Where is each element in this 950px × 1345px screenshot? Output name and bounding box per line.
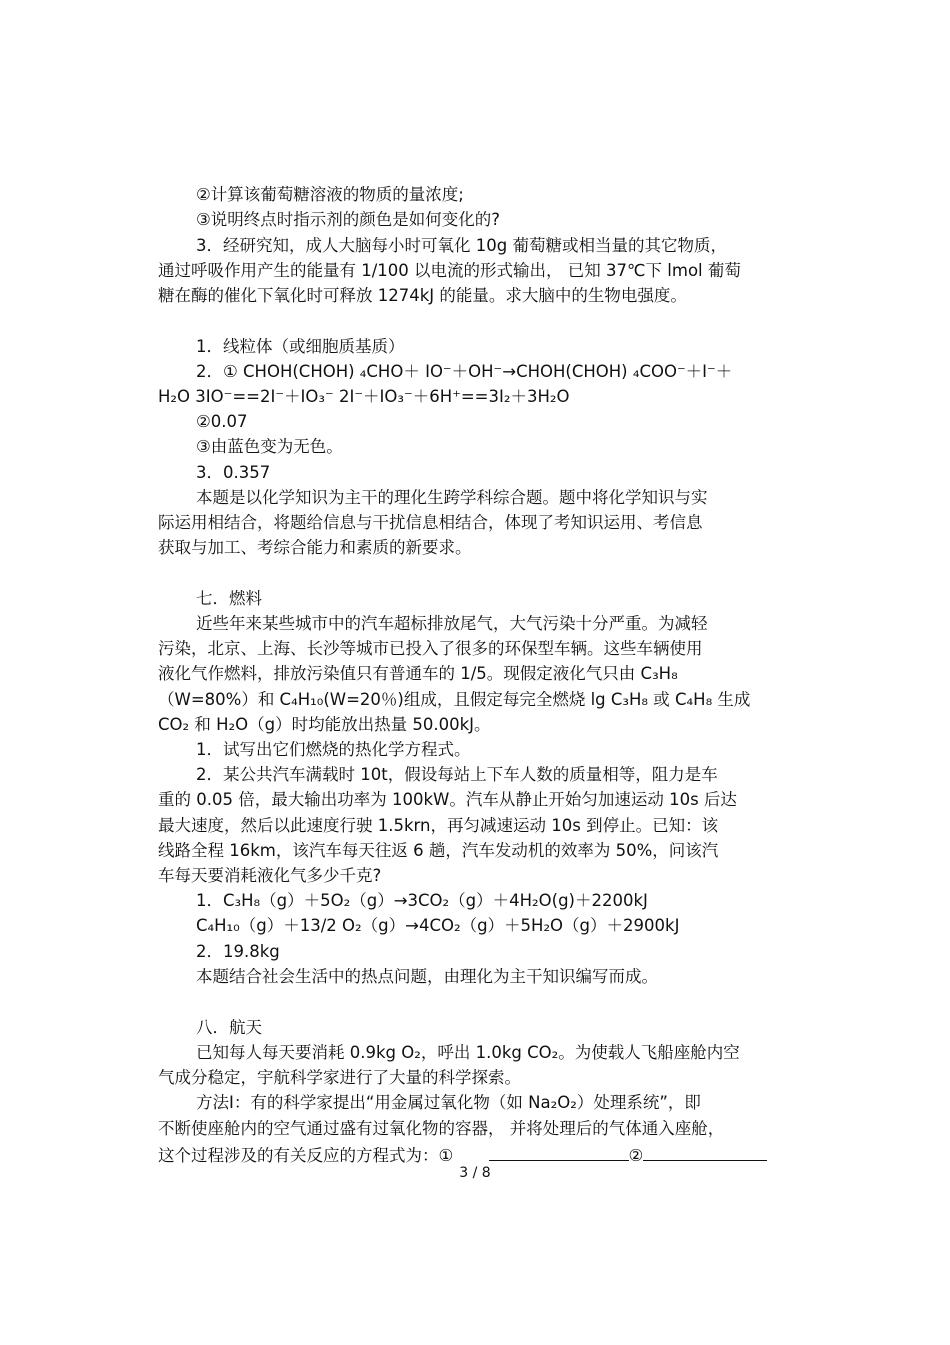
text-line: 2．19.8kg — [196, 942, 280, 961]
text-line: 线路全程 16km，该汽车每天往返 6 趟，汽车发动机的效率为 50%，问该汽 — [158, 841, 719, 860]
text-line: 近些年来某些城市中的汽车超标排放尾气，大气污染十分严重。为减轻 — [196, 614, 708, 633]
section-heading: 七．燃料 — [196, 589, 262, 608]
text-line: 1．C₃H₈（g）＋5O₂（g）→3CO₂（g）＋4H₂O(g)＋2200kJ — [196, 891, 648, 910]
page-number: 3 / 8 — [459, 1165, 491, 1181]
text-line: 1．线粒体（或细胞质基质） — [196, 337, 405, 356]
text-line: 本题结合社会生活中的热点问题，由理化为主干知识编写而成。 — [196, 967, 658, 986]
text-line: 气成分稳定，宇航科学家进行了大量的科学探索。 — [158, 1068, 521, 1087]
text-line: 重的 0.05 倍，最大输出功率为 100kW。汽车从静止开始匀加速运动 10s 后达 — [158, 790, 737, 809]
text-line: 际运用相结合，将题给信息与干扰信息相结合，体现了考知识运用、考信息 — [158, 513, 703, 532]
text-line: 污染，北京、上海、长沙等城市已投入了很多的环保型车辆。这些车辆使用 — [158, 639, 703, 658]
circled-2: ② — [628, 1146, 644, 1165]
text-line: 液化气作燃料，排放污染值只有普通车的 1/5。现假定液化气只由 C₃H₈ — [158, 664, 678, 683]
text-line: ②0.07 — [196, 412, 248, 431]
text-line: 3．0.357 — [196, 463, 271, 482]
text-line: 不断使座舱内的空气通过盛有过氧化物的容器， 并将处理后的气体通入座舱， — [158, 1119, 725, 1138]
text-line: C₄H₁₀（g）＋13/2 O₂（g）→4CO₂（g）＋5H₂O（g）＋2900kJ — [196, 916, 680, 935]
text-line: （W=80%）和 C₄H₁₀(W=20％)组成，且假定每完全燃烧 lg C₃H₈ 或 C₄H₈ 生成 — [158, 690, 751, 709]
text-line: 1．试写出它们燃烧的热化学方程式。 — [196, 740, 471, 759]
section-heading: 八．航天 — [196, 1018, 262, 1037]
text-line: 已知每人每天要消耗 0.9kg O₂，呼出 1.0kg CO₂。为使载人飞船座舱内空 — [196, 1043, 740, 1062]
text-line: ③说明终点时指示剂的颜色是如何变化的? — [196, 210, 501, 229]
text-line: 通过呼吸作用产生的能量有 1/100 以电流的形式输出， 已知 37℃下 lmol 葡萄 — [158, 261, 741, 280]
text-line: 2．① CHOH(CHOH) ₄CHO＋ IO⁻＋OH⁻→CHOH(CHOH) ₄COO⁻＋I⁻＋ — [196, 362, 733, 381]
text-line: 糖在酶的催化下氧化时可释放 1274kJ 的能量。求大脑中的生物电强度。 — [158, 286, 687, 305]
text-line: 3．经研究知，成人大脑每小时可氧化 10g 葡萄糖或相当量的其它物质， — [196, 236, 727, 255]
text-line: 2．某公共汽车满载时 10t，假设每站上下车人数的质量相等，阻力是车 — [196, 765, 718, 784]
answer-blank-1 — [489, 1142, 629, 1161]
text-line: 获取与加工、考综合能力和素质的新要求。 — [158, 538, 472, 557]
text-line: CO₂ 和 H₂O（g）时均能放出热量 50.00kJ。 — [158, 715, 491, 734]
text-line: ②计算该葡萄糖溶液的物质的量浓度; — [196, 185, 464, 204]
text-line: 方法Ⅰ：有的科学家提出“用金属过氧化物（如 Na₂O₂）处理系统”，即 — [196, 1093, 701, 1112]
question-prompt: 这个过程涉及的有关反应的方程式为：① — [158, 1146, 454, 1165]
text-line: 最大速度，然后以此速度行驶 1.5krn，再匀减速运动 10s 到停止。已知：该 — [158, 816, 719, 835]
text-line: ③由蓝色变为无色。 — [196, 437, 343, 456]
answer-blank-2 — [643, 1142, 767, 1161]
text-line: 本题是以化学知识为主干的理化生跨学科综合题。题中将化学知识与实 — [196, 488, 708, 507]
text-line: H₂O 3IO⁻==2I⁻＋IO₃⁻ 2I⁻＋IO₃⁻＋6H⁺==3I₂＋3H₂O — [158, 387, 570, 406]
text-line: 车每天要消耗液化气多少千克? — [158, 866, 382, 885]
